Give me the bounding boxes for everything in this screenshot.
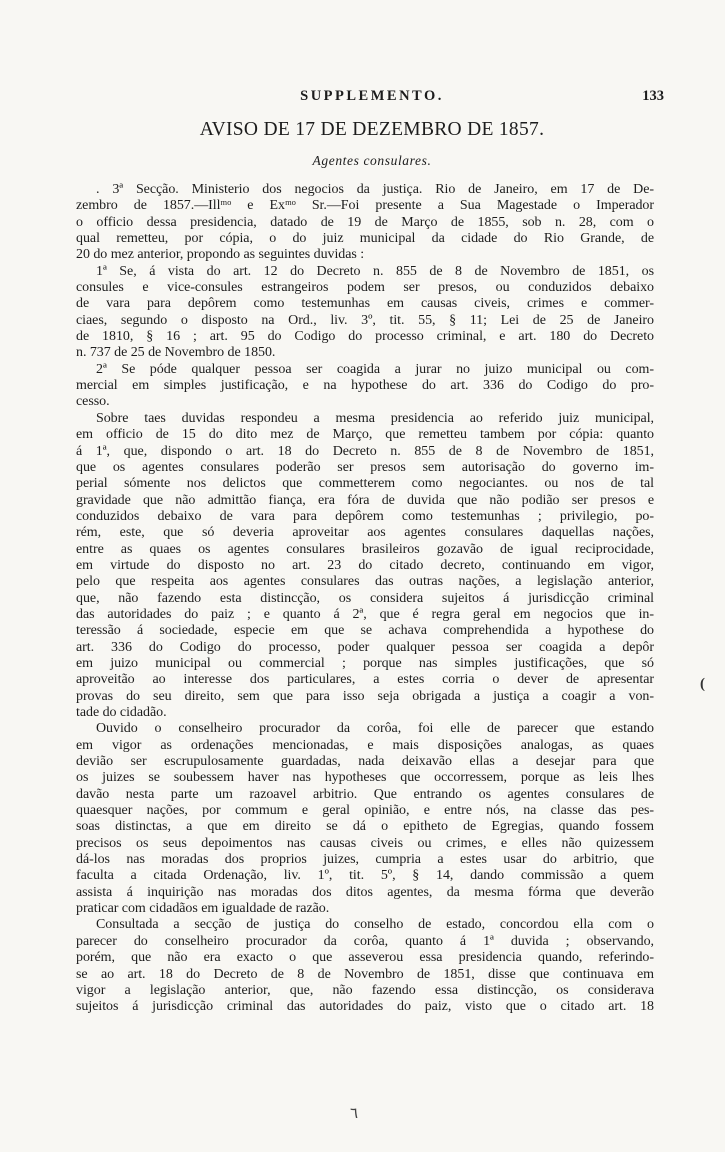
- text-line: soas distinctas, a que em direito se dá o epitheto de Egregias, quando fossem: [76, 819, 654, 835]
- text-line: . 3ª Secção. Ministerio dos negocios da justiça. Rio de Janeiro, em 17 de De-: [96, 182, 654, 197]
- text-line: á 1ª, que, dispondo o art. 18 do Decreto n. 855 de 8 de Novembro de 1851,: [76, 443, 654, 459]
- text-line: consules e vice-consules estrangeiros podem ser presos, ou conduzidos debaixo: [76, 280, 654, 296]
- text-line: 20 do mez anterior, propondo as seguintes duvidas :: [76, 247, 365, 263]
- text-line: mercial em simples justificação, e na hypothese do art. 336 do Codigo do pro-: [76, 378, 654, 394]
- text-line: provas do seu direito, sem que para isso seja obrigada a justiça a coagir a von-: [76, 688, 654, 704]
- text-line: qual remetteu, por cópia, o do juiz municipal da cidade do Rio Grande, de: [76, 231, 654, 247]
- text-line: das autoridades do paiz ; e quanto á 2ª, que é regra geral em negocios que in-: [76, 606, 654, 622]
- text-line: n. 737 de 25 de Novembro de 1850.: [76, 345, 276, 361]
- text-line: davão nesta parte um razoavel arbitrio. Que entrando os agentes consulares de: [76, 786, 654, 802]
- text-line: parecer do conselheiro procurador da corôa, quanto á 1ª duvida ; observando,: [76, 933, 654, 949]
- text-line: teressão á sociedade, especie em que se achava comprehendida a hypothese do: [76, 623, 654, 639]
- text-line: porém, que não era exacto o que asseverou essa presidencia quando, referindo-: [76, 950, 654, 966]
- bottom-mark: ٦: [350, 1106, 359, 1122]
- text-line: rém, este, que só deveria aproveitar aos agentes consulares daquellas nações,: [76, 525, 654, 541]
- text-line: 2ª Se póde qualquer pessoa ser coagida a jurar no juizo municipal ou com-: [96, 361, 654, 377]
- text-line: aproveitão ao interesse dos particulares, a estes corria o dever de apresentar: [76, 672, 654, 688]
- text-line: precisos os seus depoimentos nas causas civeis ou crimes, e elles não quizessem: [76, 835, 654, 851]
- text-line: Sobre taes duvidas respondeu a mesma presidencia ao referido juiz municipal,: [96, 410, 654, 426]
- text-line: faculta a citada Ordenação, liv. 1º, tit. 5º, § 14, dando commissão a quem: [76, 868, 654, 884]
- body-text: [76, 182, 654, 1016]
- text-line: vigor a legislação anterior, que, não fazendo essa distincção, os considerava: [76, 982, 654, 998]
- text-line: em virtude do disposto no art. 23 do citado decreto, continuando em vigor,: [76, 557, 654, 573]
- text-line: sujeitos á jurisdicção criminal das autoridades do paiz, visto que o citado art. 18: [76, 999, 654, 1015]
- text-line: os juizes se soubessem haver nas hypotheses que occorressem, porque as leis lhes: [76, 770, 654, 786]
- margin-mark: (: [700, 676, 705, 692]
- document-title: AVISO DE 17 DE DEZEMBRO DE 1857.: [199, 119, 545, 140]
- text-line: o officio dessa presidencia, datado de 19 de Março de 1855, sob n. 28, com o: [76, 214, 654, 230]
- text-line: gravidade que não admittão fiança, era fóra de duvida que não podião ser presos e: [76, 492, 654, 508]
- text-line: assista á inquirição nas moradas dos ditos agentes, da mesma fórma que deverão: [76, 884, 654, 900]
- running-head: [80, 88, 664, 106]
- text-line: em juizo municipal ou commercial ; porque nas simples justificações, que só: [76, 655, 654, 671]
- text-line: de 1810, § 16 ; art. 95 do Codigo do processo criminal, e art. 180 do Decreto: [76, 329, 654, 345]
- text-line: entre as quaes os agentes consulares brasileiros gozavão de igual reciprocidade,: [76, 541, 654, 557]
- text-line: Consultada a secção de justiça do conselho de estado, concordou ella com o: [96, 917, 654, 933]
- text-line: art. 336 do Codigo do processo, poder qualquer pessoa ser coagida a depôr: [76, 639, 654, 655]
- text-line: se ao art. 18 do Decreto de 8 de Novembro de 1851, disse que continuava em: [76, 966, 654, 982]
- text-line: devião ser escrupulosamente guardadas, nada deixavão ellas a desejar para que: [76, 754, 654, 770]
- text-line: perial sómente nos delictos que commetterem como negociantes. ou nos de tal: [76, 476, 654, 492]
- running-title: SUPPLEMENTO.: [300, 88, 444, 104]
- text-line: 1ª Se, á vista do art. 12 do Decreto n. 855 de 8 de Novembro de 1851, os: [96, 263, 654, 279]
- document-subtitle: Agentes consulares.: [312, 153, 432, 168]
- text-line: em vigor as ordenações mencionadas, e mais disposições analogas, as quaes: [76, 737, 654, 753]
- text-line: que os agentes consulares poderão ser presos sem autorisação do governo im-: [76, 459, 654, 475]
- text-line: que, não fazendo esta distincção, os considera sujeitos á jurisdicção criminal: [76, 590, 654, 606]
- text-line: ciaes, segundo o disposto na Ord., liv. 3º, tit. 55, § 11; Lei de 25 de Janeiro: [76, 312, 654, 328]
- text-line: zembro de 1857.—Illᵐᵒ e Exᵐᵒ Sr.—Foi presente a Sua Magestade o Imperador: [76, 198, 654, 214]
- text-line: em officio de 15 do dito mez de Março, que remetteu tambem por cópia: quanto: [76, 427, 654, 443]
- text-line: pelo que respeita aos agentes consulares das outras nações, a legislação anterior,: [76, 574, 654, 590]
- text-line: dá-los nas moradas dos proprios juizes, cumpria a estes usar do arbitrio, que: [76, 852, 654, 868]
- text-line: quaesquer nações, por commum e geral opinião, e entre nós, na classe das pes-: [76, 803, 654, 819]
- text-line: de vara para depôrem como testemunhas em causas civeis, crimes e commer-: [76, 296, 654, 312]
- text-line: Ouvido o conselheiro procurador da corôa, foi elle de parecer que estando: [96, 721, 654, 737]
- text-line: cesso.: [76, 394, 110, 410]
- text-line: praticar com cidadãos em igualdade de razão.: [76, 901, 330, 917]
- text-line: conduzidos debaixo de vara para depôrem como testemunhas ; privilegio, po-: [76, 508, 654, 524]
- page-number: 133: [642, 88, 664, 104]
- text-line: tade do cidadão.: [76, 705, 167, 720]
